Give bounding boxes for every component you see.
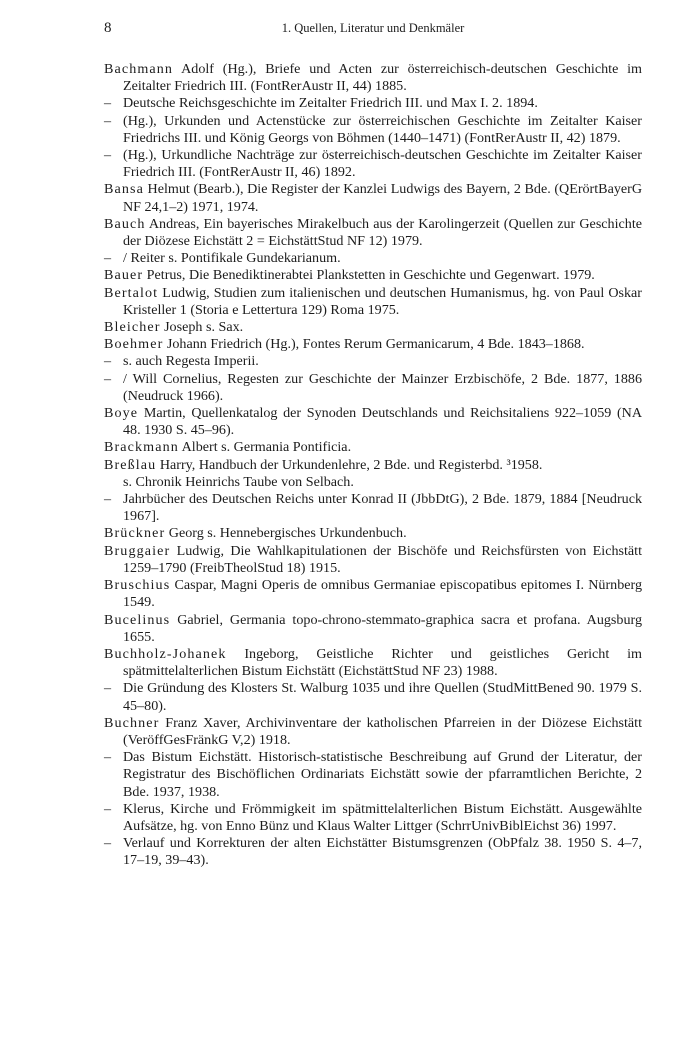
bibliography-subentry xyxy=(104,353,642,370)
entry-text: Caspar, Magni Operis de omnibus Germaniae episcopatibus epitomes I. Nürnberg 1549. xyxy=(123,577,642,611)
entry-author: Breßlau xyxy=(104,456,157,473)
dash-marker: – xyxy=(104,749,112,766)
entry-text: Joseph s. Sax. xyxy=(160,319,244,336)
bibliography-subentry xyxy=(104,371,642,405)
bibliography-entry xyxy=(104,285,642,319)
entry-text: Ludwig, Die Wahlkapitulationen der Bischöfe und Reichsfürsten von Eichstätt 1259–1790 (FreibTheolStud 18) 1915. xyxy=(123,542,642,576)
bibliography-entry xyxy=(104,61,642,95)
entry-text: Das Bistum Eichstätt. Historisch-statistische Beschreibung auf Grund der Literatur, der Registratur des Bischöflichen Ordinariats Eichstätt sowie der pfarramtlichen Berichte, 2 Bde. 1937, 1938. xyxy=(123,749,642,800)
entry-author: Bauer xyxy=(104,267,144,284)
dash-marker: – xyxy=(104,147,112,164)
entry-author: Bansa xyxy=(104,181,144,198)
bibliography-entry xyxy=(104,457,642,474)
entry-text: Verlauf und Korrekturen der alten Eichstätter Bistumsgrenzen (ObPfalz 38. 1950 S. 4–7, 17–19, 39–43). xyxy=(123,835,642,869)
entry-author: Boehmer xyxy=(104,336,164,353)
bibliography-entry xyxy=(104,525,642,542)
entry-text: / Reiter s. Pontifikale Gundekarianum. xyxy=(123,250,341,267)
bibliography-entry xyxy=(104,715,642,749)
entry-text: Gabriel, Germania topo-chrono-stemmato-graphica sacra et profana. Augsburg 1655. xyxy=(123,611,642,645)
entry-author: Buchner xyxy=(104,714,160,731)
bibliography-subentry xyxy=(104,491,642,525)
bibliography-entry xyxy=(104,216,642,250)
dash-marker: – xyxy=(104,250,112,267)
bibliography-subentry xyxy=(104,250,642,267)
entry-text: Albert s. Germania Pontificia. xyxy=(178,439,352,456)
bibliography-subentry xyxy=(104,113,642,147)
dash-marker: – xyxy=(104,370,112,387)
dash-marker: – xyxy=(104,800,112,817)
bibliography-subentry xyxy=(104,801,642,835)
bibliography-entry xyxy=(104,319,642,336)
bibliography-entry xyxy=(104,267,642,284)
entry-author: Bertalot xyxy=(104,284,159,301)
bibliography-subentry xyxy=(104,680,642,714)
dash-marker: – xyxy=(104,491,112,508)
bibliography-subentry: s. Chronik Heinrichs Taube von Selbach. xyxy=(123,473,354,490)
entry-text: Johann Friedrich (Hg.), Fontes Rerum Germanicarum, 4 Bde. 1843–1868. xyxy=(163,336,585,353)
bibliography-subentry xyxy=(104,147,642,181)
dash-marker: – xyxy=(104,835,112,852)
entry-text: Petrus, Die Benediktinerabtei Plankstetten in Geschichte und Gegenwart. 1979. xyxy=(143,267,595,284)
running-title: 1. Quellen, Literatur und Denkmäler xyxy=(281,21,465,35)
entry-author: Buchholz-Johanek xyxy=(104,645,227,662)
entry-text: Martin, Quellenkatalog der Synoden Deutschlands und Reichsitaliens 922–1059 (NA 48. 1930 S. 45–96). xyxy=(123,405,642,439)
entry-text: (Hg.), Urkunden und Actenstücke zur österreichischen Geschichte im Zeitalter Kaiser Friedrichs III. und König Georgs von Böhmen (1440–1471) (FontRerAustr II, 42) 1879. xyxy=(123,112,642,146)
bibliography-subentry xyxy=(104,95,642,112)
entry-text: / Will Cornelius, Regesten zur Geschichte der Mainzer Erzbischöfe, 2 Bde. 1877, 1886 (Neudruck 1966). xyxy=(123,370,642,404)
entry-author: Bauch xyxy=(104,215,146,232)
entry-author: Brackmann xyxy=(104,439,179,456)
entry-text: Die Gründung des Klosters St. Walburg 1035 und ihre Quellen (StudMittBened 90. 1979 S. 45–80). xyxy=(123,680,642,714)
bibliography-entry xyxy=(104,181,642,215)
entry-text: Harry, Handbuch der Urkundenlehre, 2 Bde. und Registerbd. ³1958. xyxy=(156,456,543,473)
bibliography-entry xyxy=(104,646,642,680)
entry-text: Ingeborg, Geistliche Richter und geistliches Gericht im spätmittelalterlichen Bistum Eichstätt (EichstättStud NF 23) 1988. xyxy=(123,645,642,680)
bibliography-entry xyxy=(104,612,642,646)
bibliography-entry xyxy=(104,543,642,577)
entry-text: Ludwig, Studien zum italienischen und deutschen Humanismus, hg. von Paul Oskar Kristeller 1 (Storia e Lettertura 129) Roma 1975. xyxy=(123,284,642,318)
page-header xyxy=(104,20,642,42)
entry-author: Bleicher xyxy=(104,319,161,336)
bibliography-entry xyxy=(104,577,642,611)
entry-text: Klerus, Kirche und Frömmigkeit im spätmittelalterlichen Bistum Eichstätt. Ausgewählte Aufsätze, hg. von Enno Bünz und Klaus Walter Littger (SchrrUnivBiblEichst 36) 1997. xyxy=(123,800,642,834)
bibliography-subentry xyxy=(104,749,642,801)
entry-text: Georg s. Hennebergisches Urkundenbuch. xyxy=(165,525,407,542)
entry-text: Andreas, Ein bayerisches Mirakelbuch aus der Karolingerzeit (Quellen zur Geschichte der Diözese Eichstätt 2 = EichstättStud NF 12) 1979. xyxy=(123,215,642,250)
entry-author: Bucelinus xyxy=(104,611,171,628)
entry-author: Bruschius xyxy=(104,577,171,594)
page-number: 8 xyxy=(104,20,112,36)
dash-marker: – xyxy=(104,353,112,370)
entry-text: Adolf (Hg.), Briefe und Acten zur österreichisch-deutschen Geschichte im Zeitalter Friedrich III. (FontRerAustr II, 44) 1885. xyxy=(123,61,642,95)
dash-marker: – xyxy=(104,680,112,697)
dash-marker: – xyxy=(104,95,112,112)
bibliography-entry xyxy=(104,336,642,353)
entry-text: (Hg.), Urkundliche Nachträge zur österreichisch-deutschen Geschichte im Zeitalter Kaiser Friedrich III. (FontRerAustr II, 46) 1892. xyxy=(123,147,642,181)
entry-author: Bachmann xyxy=(104,61,174,77)
bibliography-entry xyxy=(104,439,642,456)
bibliography-subentry xyxy=(104,835,642,869)
entry-text: Jahrbücher des Deutschen Reichs unter Konrad II (JbbDtG), 2 Bde. 1879, 1884 [Neudruck 1967]. xyxy=(123,491,642,525)
entry-text: Deutsche Reichsgeschichte im Zeitalter Friedrich III. und Max I. 2. 1894. xyxy=(123,95,538,112)
entry-author: Boye xyxy=(104,405,139,422)
entry-author: Brückner xyxy=(104,525,166,542)
entry-author: Bruggaier xyxy=(104,542,171,559)
bibliography-list xyxy=(104,61,642,870)
entry-text: Helmut (Bearb.), Die Register der Kanzlei Ludwigs des Bayern, 2 Bde. (QErörtBayerG NF 24,1–2) 1971, 1974. xyxy=(123,181,642,215)
dash-marker: – xyxy=(104,112,112,129)
bibliography-entry xyxy=(104,405,642,439)
entry-text: Franz Xaver, Archivinventare der katholischen Pfarreien in der Diözese Eichstätt (VeröffGesFränkG V,2) 1918. xyxy=(123,714,642,748)
entry-text: s. auch Regesta Imperii. xyxy=(123,353,259,370)
